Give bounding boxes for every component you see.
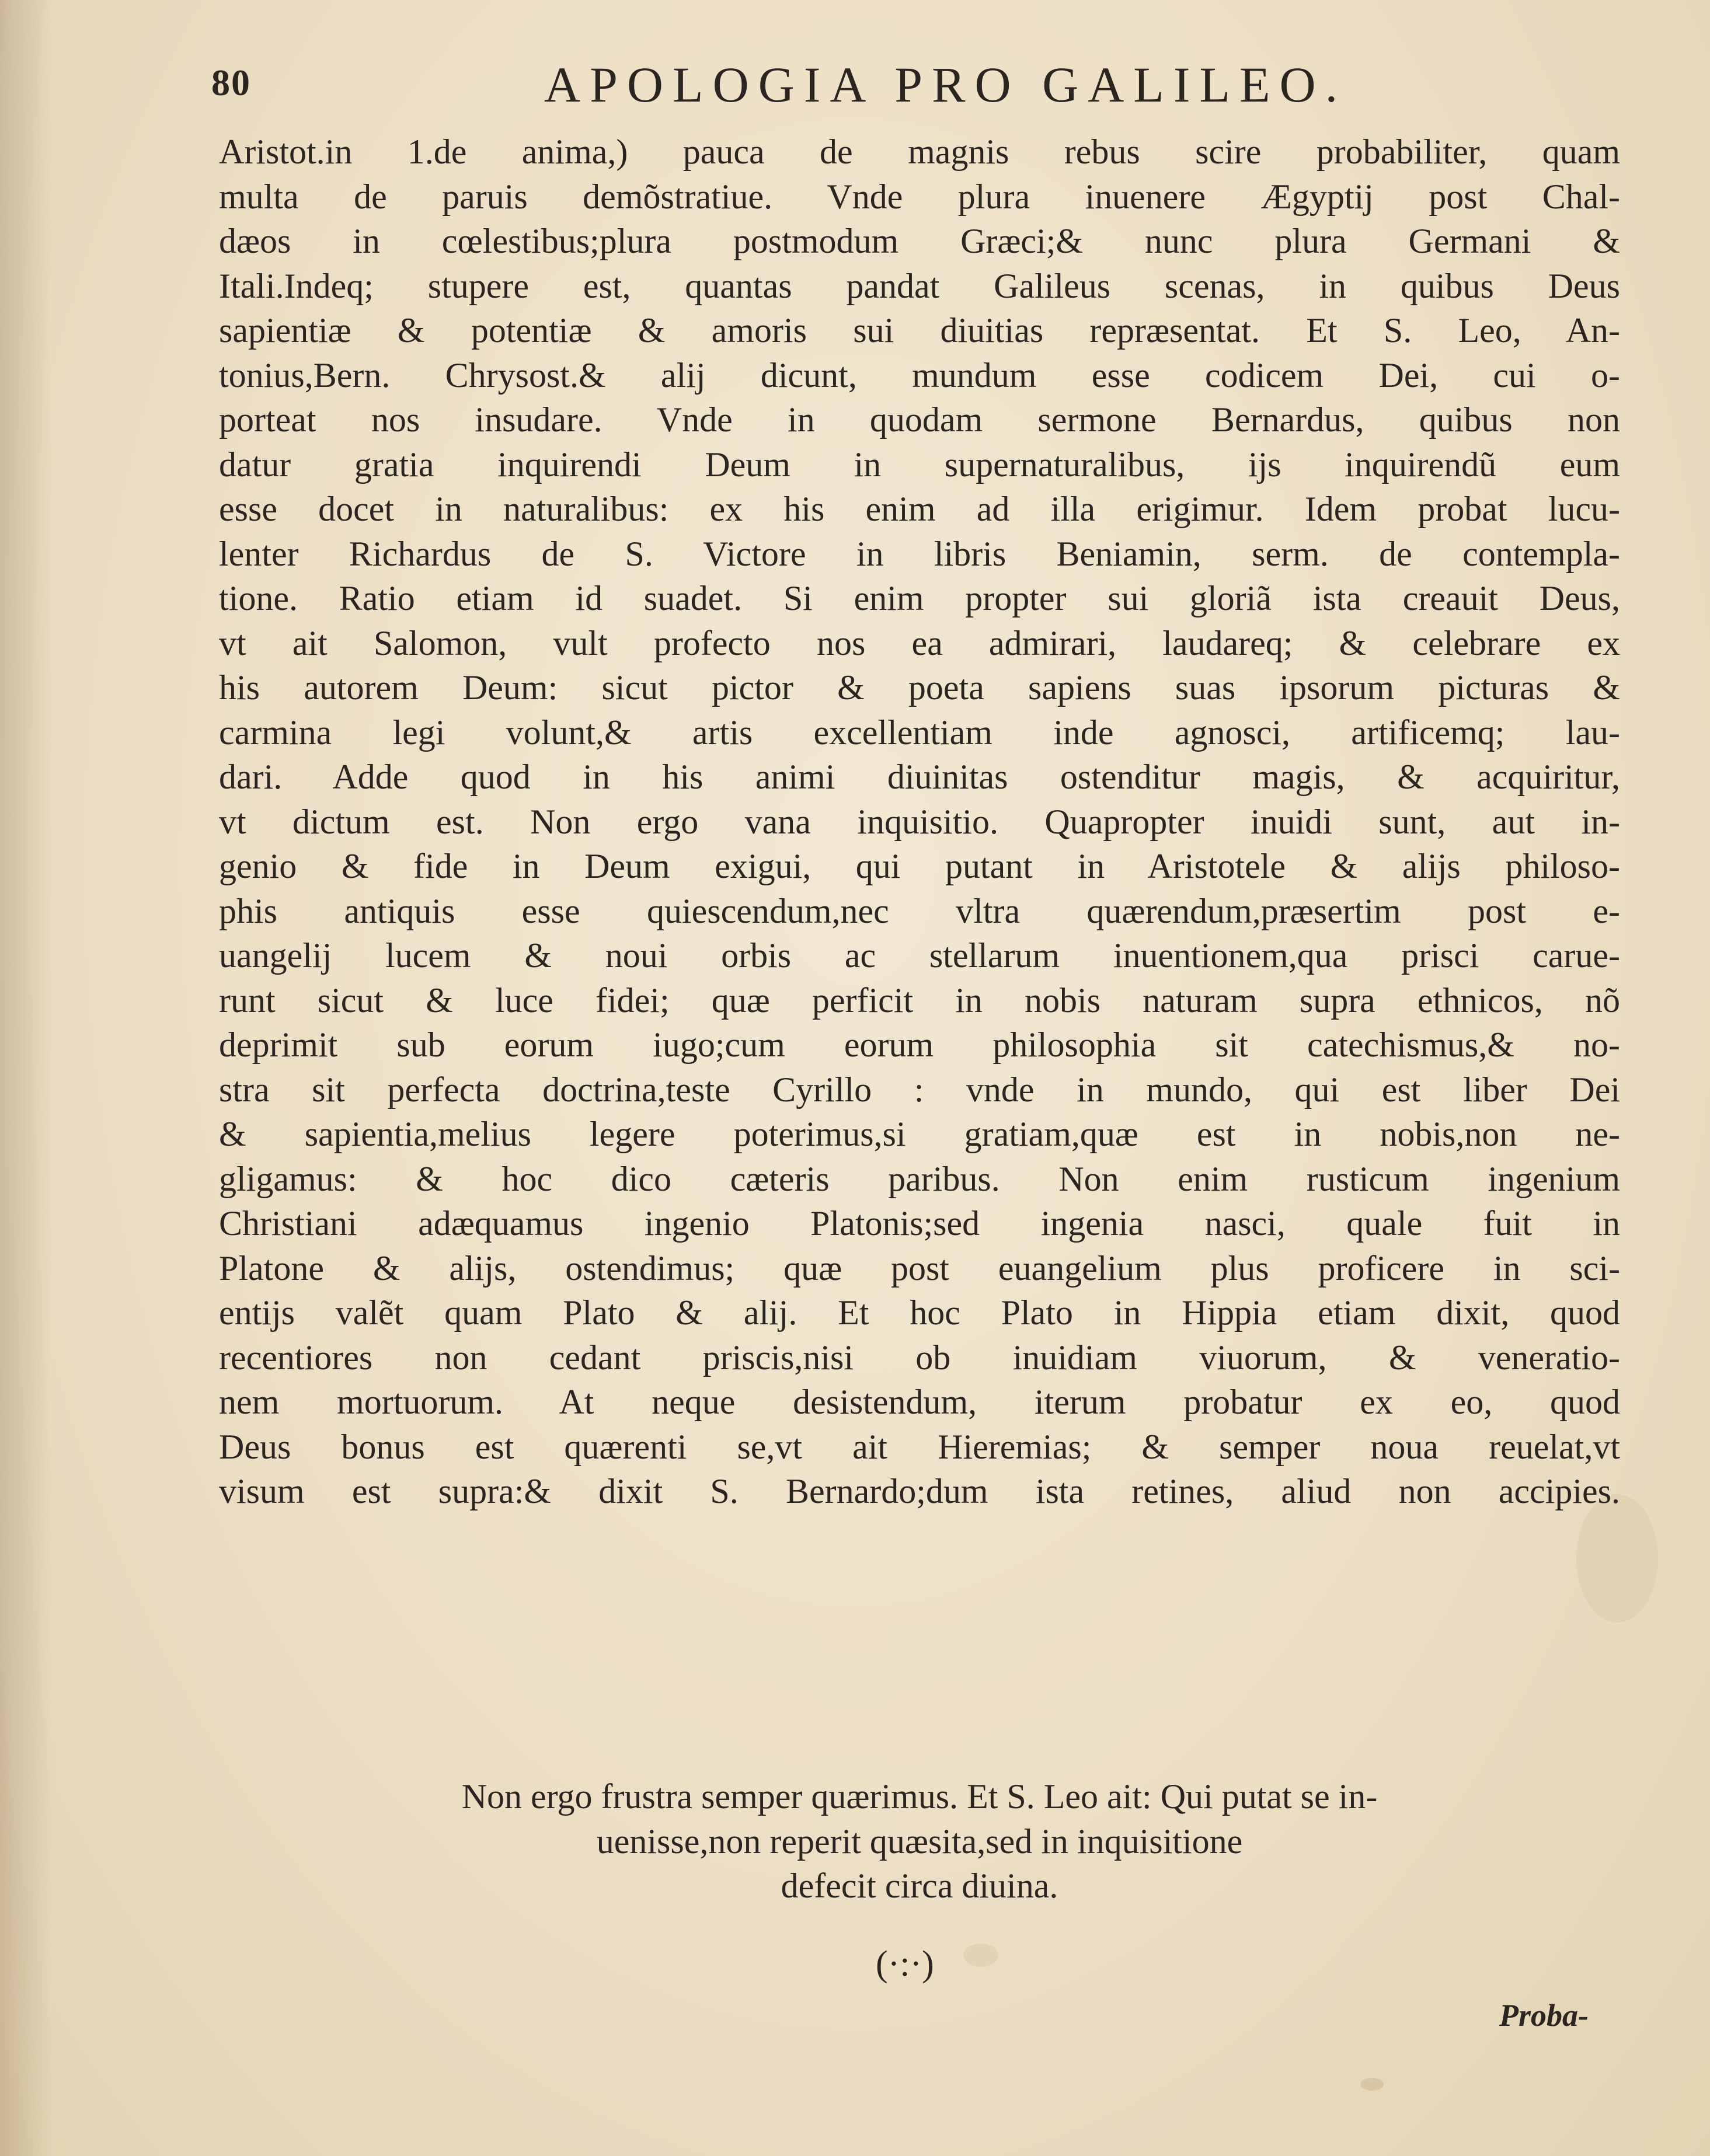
text-line: nem mortuorum. At neque desistendum, iterum probatur ex eo, quod [219,1383,1620,1421]
text-line: stra sit perfecta doctrina,teste Cyrillo : vnde in mundo, qui est liber Dei [219,1070,1620,1109]
paper-stain [963,1944,998,1967]
text-line: sapientiæ & potentiæ & amoris sui diuitias repræsentat. Et S. Leo, An- [219,311,1620,350]
closing-line: Non ergo frustra semper quærimus. Et S. Leo ait: Qui putat se in- [461,1777,1378,1816]
page-header [211,55,1624,120]
text-line: dari. Adde quod in his animi diuinitas ostenditur magis, & acquiritur, [219,758,1620,796]
text-line: Deus bonus est quærenti se,vt ait Hieremias; & semper noua reuelat,vt [219,1427,1620,1466]
text-line: multa de paruis demõstratiue. Vnde plura inuenere Ægyptij post Chal- [219,177,1620,216]
text-line: datur gratia inquirendi Deum in supernaturalibus, ijs inquirendũ eum [219,445,1620,484]
closing-paragraph [219,1774,1620,1909]
text-line: & sapientia,melius legere poterimus,si gratiam,quæ est in nobis,non ne- [219,1115,1620,1153]
running-head: APOLOGIA PRO GALILEO. [544,57,1347,113]
text-line: tione. Ratio etiam id suadet. Si enim propter sui gloriã ista creauit Deus, [219,579,1620,618]
text-line: vt dictum est. Non ergo vana inquisitio. Quapropter inuidi sunt, aut in- [219,802,1620,841]
text-line: Aristot.in 1.de anima,) pauca de magnis rebus scire probabiliter, quam [219,132,1620,171]
body-text [219,130,1620,1514]
page-fold-shadow [0,0,53,2156]
text-line: gligamus: & hoc dico cæteris paribus. Non enim rusticum ingenium [219,1159,1620,1198]
text-line: Platone & alijs, ostendimus; quæ post euangelium plus proficere in sci- [219,1248,1620,1288]
page-number: 80 [211,62,251,103]
text-line: entijs valẽt quam Plato & alij. Et hoc Plato in Hippia etiam dixit, quod [219,1293,1620,1332]
text-line: porteat nos insudare. Vnde in quodam sermone Bernardus, quibus non [219,400,1620,439]
text-line: Christiani adæquamus ingenio Platonis;sed ingenia nasci, quale fuit in [219,1204,1620,1243]
text-line: recentiores non cedant priscis,nisi ob inuidiam viuorum, & veneratio- [219,1338,1620,1377]
text-line: lenter Richardus de S. Victore in libris Beniamin, serm. de contempla- [219,534,1620,573]
text-line: carmina legi volunt,& artis excellentiam inde agnosci, artificemq; lau- [219,713,1620,752]
catchword: Proba- [1499,1998,1589,2033]
text-line: Itali.Indeq; stupere est, quantas pandat Galileus scenas, in quibus Deus [219,266,1620,305]
paper-stain [1360,2078,1384,2091]
text-line: his autorem Deum: sicut pictor & poeta sapiens suas ipsorum picturas & [219,668,1620,707]
text-line: genio & fide in Deum exigui, qui putant in Aristotele & alijs philoso- [219,847,1620,885]
text-line: phis antiquis esse quiescendum,nec vltra quærendum,præsertim post e- [219,891,1620,930]
closing-line: defecit circa diuina. [781,1867,1058,1905]
text-line: vt ait Salomon, vult profecto nos ea admirari, laudareq; & celebrare ex [219,623,1620,662]
text-line: tonius,Bern. Chrysost.& alij dicunt, mundum esse codicem Dei, cui o- [219,355,1620,395]
closing-line: uenisse,non reperit quæsita,sed in inquisitione [596,1822,1243,1861]
text-line: uangelij lucem & noui orbis ac stellarum inuentionem,qua prisci carue- [219,936,1620,975]
end-ornament: (·:·) [876,1944,934,1984]
text-line: dæos in cœlestibus;plura postmodum Græci;& nunc plura Germani & [219,222,1620,260]
text-line: esse docet in naturalibus: ex his enim ad illa erigimur. Idem probat lucu- [219,490,1620,528]
text-line: runt sicut & luce fidei; quæ perficit in nobis naturam supra ethnicos, nõ [219,981,1620,1020]
text-line: visum est supra:& dixit S. Bernardo;dum ista retines, aliud non accipies. [219,1472,1620,1510]
text-line: deprimit sub eorum iugo;cum eorum philosophia sit catechismus,& no- [219,1025,1620,1064]
